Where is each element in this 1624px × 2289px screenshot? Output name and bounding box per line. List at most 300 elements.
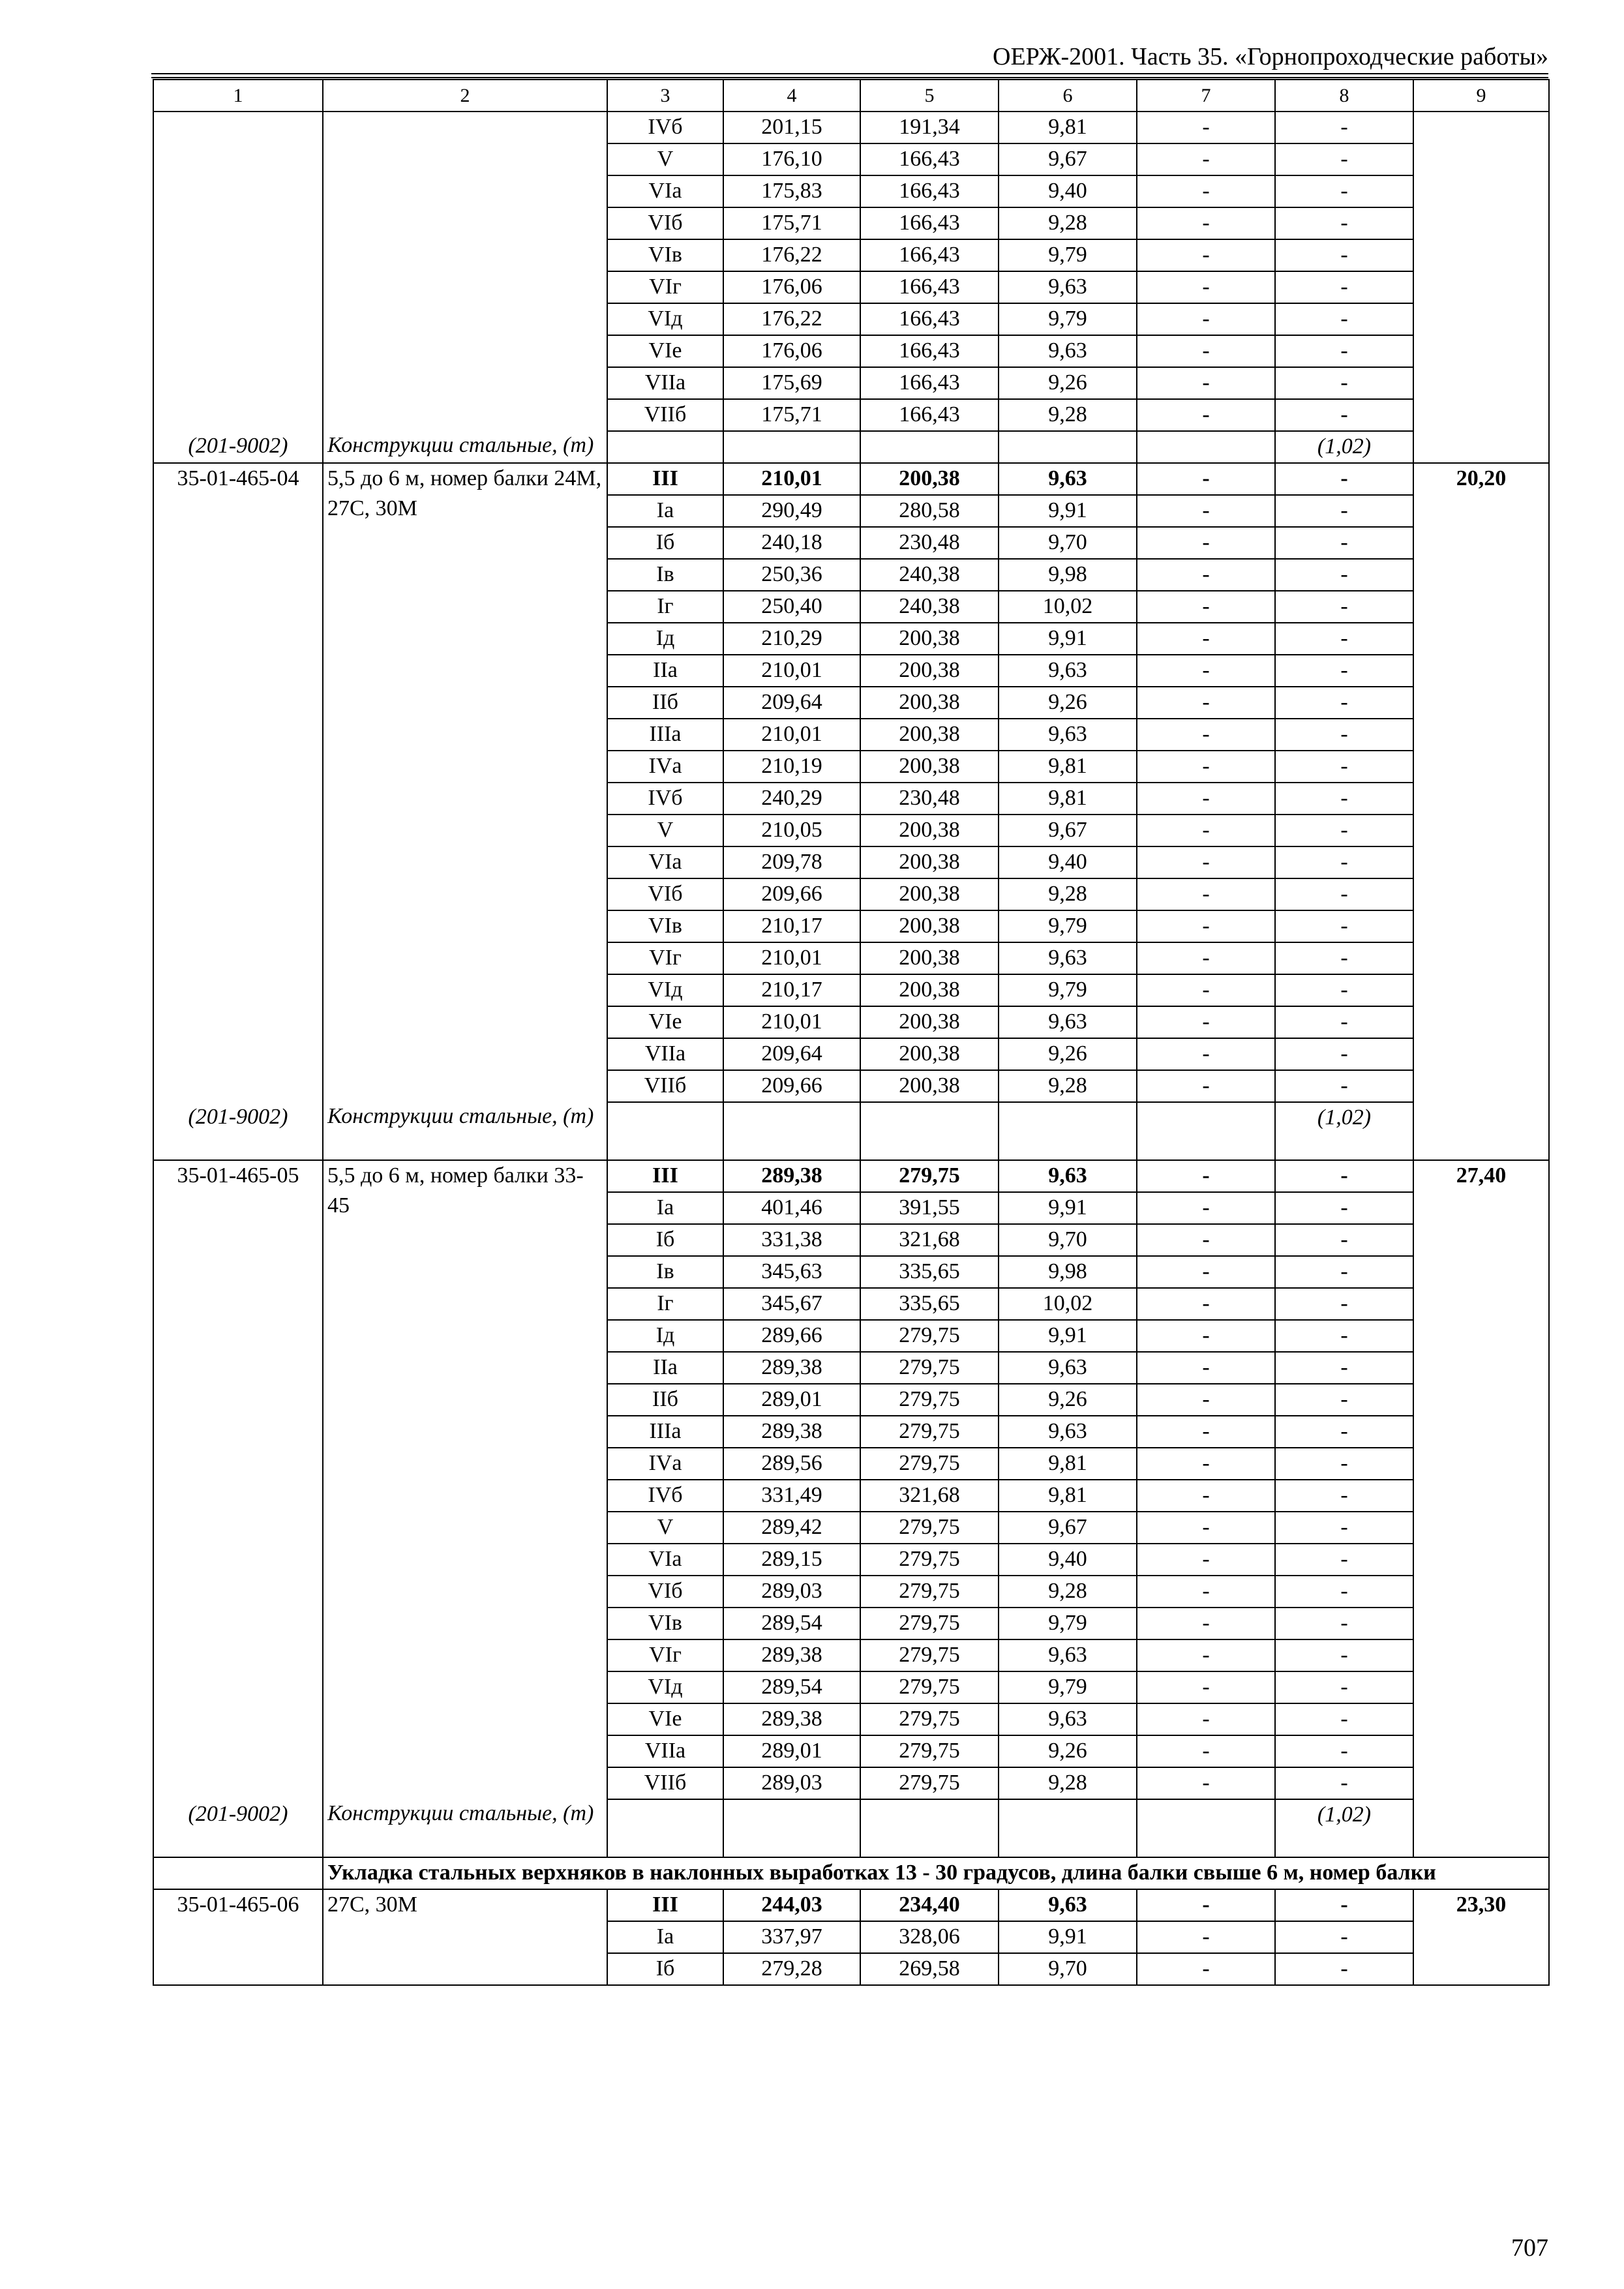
material-cell: - [1275, 112, 1413, 143]
zone-cell: VIIб [607, 1070, 723, 1102]
material-cell: - [1275, 1639, 1413, 1671]
material-cell: - [1275, 271, 1413, 303]
machine-cell: 9,81 [999, 112, 1137, 143]
wage-cell: 279,75 [860, 1576, 999, 1608]
material-coef-cell: (1,02) [1275, 1102, 1413, 1160]
material-cell: - [1275, 1006, 1413, 1038]
zone-cell: IVа [607, 751, 723, 783]
item-name-cell [323, 112, 607, 431]
zone-cell: VIIа [607, 367, 723, 399]
machine-cell: 9,63 [999, 1352, 1137, 1384]
zone-cell: VIг [607, 1639, 723, 1671]
table-row [153, 112, 1549, 143]
total-cost-cell: 210,01 [723, 655, 860, 687]
machine-cell: 9,81 [999, 783, 1137, 815]
zone-cell: Iб [607, 1953, 723, 1985]
wage-cell: 279,75 [860, 1320, 999, 1352]
empty-cell [153, 1857, 323, 1889]
machine-cell: 9,67 [999, 143, 1137, 175]
wage-cell: 200,38 [860, 878, 999, 910]
machine-cell: 9,79 [999, 974, 1137, 1006]
machine-cell: 9,81 [999, 1480, 1137, 1512]
zone-cell: Iб [607, 527, 723, 559]
column-number: 2 [323, 80, 607, 112]
machine-cell: 9,28 [999, 399, 1137, 431]
machinist-wage-cell: - [1137, 1160, 1275, 1192]
section-title: Укладка стальных верхняков в наклонных выработках 13 - 30 градусов, длина балки свыше 6 м, номер балки [323, 1857, 1549, 1889]
machinist-wage-cell: - [1137, 1448, 1275, 1480]
machine-cell: 9,63 [999, 271, 1137, 303]
machine-cell: 9,81 [999, 1448, 1137, 1480]
machine-cell: 9,98 [999, 559, 1137, 591]
wage-cell: 234,40 [860, 1889, 999, 1921]
material-cell: - [1275, 1544, 1413, 1576]
zone-cell: V [607, 143, 723, 175]
material-cell: - [1275, 1416, 1413, 1448]
zone-cell: VIв [607, 239, 723, 271]
machinist-wage-cell: - [1137, 751, 1275, 783]
machine-cell: 9,63 [999, 655, 1137, 687]
machine-cell: 9,79 [999, 1608, 1137, 1639]
material-cell: - [1275, 910, 1413, 942]
machine-cell: 9,79 [999, 239, 1137, 271]
wage-cell: 166,43 [860, 335, 999, 367]
material-cell: - [1275, 303, 1413, 335]
material-cell: - [1275, 1352, 1413, 1384]
wage-cell: 200,38 [860, 942, 999, 974]
machinist-wage-cell: - [1137, 719, 1275, 751]
total-cost-cell: 210,01 [723, 942, 860, 974]
material-cell: - [1275, 495, 1413, 527]
zone-cell: VIа [607, 175, 723, 207]
machine-cell: 9,63 [999, 1006, 1137, 1038]
empty-cell [1137, 431, 1275, 463]
item-code-cell: 35-01-465-06 [153, 1889, 323, 1985]
total-cost-cell: 290,49 [723, 495, 860, 527]
machine-cell: 9,63 [999, 1160, 1137, 1192]
machine-cell: 9,91 [999, 623, 1137, 655]
total-cost-cell: 210,05 [723, 815, 860, 846]
machine-cell: 10,02 [999, 1288, 1137, 1320]
zone-cell: IIIа [607, 719, 723, 751]
wage-cell: 200,38 [860, 974, 999, 1006]
material-cell: - [1275, 1735, 1413, 1767]
machinist-wage-cell: - [1137, 942, 1275, 974]
material-cell: - [1275, 559, 1413, 591]
total-cost-cell: 201,15 [723, 112, 860, 143]
machinist-wage-cell: - [1137, 687, 1275, 719]
machine-cell: 9,63 [999, 942, 1137, 974]
machinist-wage-cell: - [1137, 1735, 1275, 1767]
wage-cell: 279,75 [860, 1735, 999, 1767]
material-code-cell: (201-9002) [153, 1799, 323, 1857]
zone-cell: VIв [607, 1608, 723, 1639]
material-cell: - [1275, 1448, 1413, 1480]
machine-cell: 9,28 [999, 1576, 1137, 1608]
zone-cell: VIг [607, 942, 723, 974]
zone-cell: VIе [607, 335, 723, 367]
wage-cell: 321,68 [860, 1480, 999, 1512]
empty-cell [723, 1799, 860, 1857]
total-cost-cell: 289,66 [723, 1320, 860, 1352]
empty-cell [1137, 1102, 1275, 1160]
zone-cell: VIв [607, 910, 723, 942]
machine-cell: 9,63 [999, 719, 1137, 751]
material-cell: - [1275, 1608, 1413, 1639]
labor-cost-cell: 27,40 [1413, 1160, 1549, 1857]
item-code-cell: 35-01-465-04 [153, 463, 323, 1102]
wage-cell: 230,48 [860, 783, 999, 815]
material-cell: - [1275, 719, 1413, 751]
wage-cell: 230,48 [860, 527, 999, 559]
zone-cell: Iг [607, 1288, 723, 1320]
wage-cell: 391,55 [860, 1192, 999, 1224]
total-cost-cell: 289,38 [723, 1160, 860, 1192]
wage-cell: 200,38 [860, 719, 999, 751]
material-cell: - [1275, 623, 1413, 655]
zone-cell: IVб [607, 112, 723, 143]
wage-cell: 166,43 [860, 303, 999, 335]
material-cell: - [1275, 783, 1413, 815]
machine-cell: 9,63 [999, 463, 1137, 495]
zone-cell: III [607, 1889, 723, 1921]
machinist-wage-cell: - [1137, 1256, 1275, 1288]
material-name-cell: Конструкции стальные, (т) [323, 1799, 607, 1857]
material-code-cell: (201-9002) [153, 1102, 323, 1160]
zone-cell: Iв [607, 559, 723, 591]
zone-cell: IIб [607, 1384, 723, 1416]
total-cost-cell: 176,06 [723, 271, 860, 303]
machinist-wage-cell: - [1137, 783, 1275, 815]
total-cost-cell: 289,54 [723, 1608, 860, 1639]
machine-cell: 9,79 [999, 303, 1137, 335]
machinist-wage-cell: - [1137, 1671, 1275, 1703]
machinist-wage-cell: - [1137, 1512, 1275, 1544]
total-cost-cell: 240,18 [723, 527, 860, 559]
section-title-row [153, 1857, 1549, 1889]
machine-cell: 9,91 [999, 495, 1137, 527]
machine-cell: 9,28 [999, 1767, 1137, 1799]
material-cell: - [1275, 1889, 1413, 1921]
total-cost-cell: 210,19 [723, 751, 860, 783]
material-cell: - [1275, 399, 1413, 431]
machine-cell: 9,79 [999, 910, 1137, 942]
machinist-wage-cell: - [1137, 1192, 1275, 1224]
table-row [153, 1889, 1549, 1921]
machinist-wage-cell: - [1137, 1953, 1275, 1985]
machinist-wage-cell: - [1137, 399, 1275, 431]
machinist-wage-cell: - [1137, 1576, 1275, 1608]
empty-cell [607, 1799, 723, 1857]
machine-cell: 9,40 [999, 175, 1137, 207]
price-table-body [153, 80, 1549, 1985]
machine-cell: 9,81 [999, 751, 1137, 783]
material-cell: - [1275, 367, 1413, 399]
wage-cell: 200,38 [860, 846, 999, 878]
column-number: 9 [1413, 80, 1549, 112]
total-cost-cell: 240,29 [723, 783, 860, 815]
material-coef-cell: (1,02) [1275, 1799, 1413, 1857]
material-cell: - [1275, 846, 1413, 878]
zone-cell: Iв [607, 1256, 723, 1288]
material-cell: - [1275, 1921, 1413, 1953]
wage-cell: 279,75 [860, 1416, 999, 1448]
material-cell: - [1275, 1671, 1413, 1703]
machine-cell: 9,26 [999, 1735, 1137, 1767]
machine-cell: 9,40 [999, 846, 1137, 878]
machine-cell: 9,70 [999, 1224, 1137, 1256]
material-cell: - [1275, 655, 1413, 687]
machinist-wage-cell: - [1137, 1639, 1275, 1671]
wage-cell: 269,58 [860, 1953, 999, 1985]
material-cell: - [1275, 175, 1413, 207]
machine-cell: 9,67 [999, 1512, 1137, 1544]
machinist-wage-cell: - [1137, 1320, 1275, 1352]
material-cell: - [1275, 1160, 1413, 1192]
machine-cell: 9,70 [999, 1953, 1137, 1985]
wage-cell: 200,38 [860, 687, 999, 719]
material-cell: - [1275, 1512, 1413, 1544]
material-cell: - [1275, 335, 1413, 367]
total-cost-cell: 289,03 [723, 1767, 860, 1799]
machinist-wage-cell: - [1137, 559, 1275, 591]
machine-cell: 9,91 [999, 1320, 1137, 1352]
machine-cell: 9,28 [999, 1070, 1137, 1102]
material-coef-cell: (1,02) [1275, 431, 1413, 463]
header-rule [151, 73, 1548, 74]
machine-cell: 9,63 [999, 335, 1137, 367]
machinist-wage-cell: - [1137, 1006, 1275, 1038]
column-number: 3 [607, 80, 723, 112]
zone-cell: VIб [607, 878, 723, 910]
machinist-wage-cell: - [1137, 1703, 1275, 1735]
machinist-wage-cell: - [1137, 878, 1275, 910]
total-cost-cell: 175,69 [723, 367, 860, 399]
total-cost-cell: 289,38 [723, 1352, 860, 1384]
wage-cell: 279,75 [860, 1160, 999, 1192]
total-cost-cell: 210,01 [723, 1006, 860, 1038]
column-number: 4 [723, 80, 860, 112]
material-row [153, 431, 1549, 463]
total-cost-cell: 345,63 [723, 1256, 860, 1288]
wage-cell: 279,75 [860, 1608, 999, 1639]
wage-cell: 200,38 [860, 751, 999, 783]
material-cell: - [1275, 878, 1413, 910]
machine-cell: 9,63 [999, 1889, 1137, 1921]
empty-cell [723, 431, 860, 463]
zone-cell: V [607, 815, 723, 846]
wage-cell: 240,38 [860, 591, 999, 623]
price-table [153, 79, 1550, 1986]
zone-cell: III [607, 463, 723, 495]
material-cell: - [1275, 207, 1413, 239]
machine-cell: 9,26 [999, 687, 1137, 719]
machinist-wage-cell: - [1137, 1038, 1275, 1070]
machinist-wage-cell: - [1137, 1480, 1275, 1512]
material-cell: - [1275, 1576, 1413, 1608]
zone-cell: IIб [607, 687, 723, 719]
wage-cell: 166,43 [860, 207, 999, 239]
total-cost-cell: 337,97 [723, 1921, 860, 1953]
zone-cell: IIа [607, 655, 723, 687]
wage-cell: 279,75 [860, 1384, 999, 1416]
zone-cell: IVа [607, 1448, 723, 1480]
wage-cell: 321,68 [860, 1224, 999, 1256]
empty-cell [999, 1799, 1137, 1857]
column-number: 6 [999, 80, 1137, 112]
empty-cell [860, 1799, 999, 1857]
material-cell: - [1275, 1288, 1413, 1320]
total-cost-cell: 210,01 [723, 719, 860, 751]
zone-cell: VIIб [607, 1767, 723, 1799]
machinist-wage-cell: - [1137, 207, 1275, 239]
material-cell: - [1275, 1480, 1413, 1512]
machinist-wage-cell: - [1137, 527, 1275, 559]
total-cost-cell: 175,71 [723, 399, 860, 431]
wage-cell: 166,43 [860, 367, 999, 399]
machine-cell: 9,26 [999, 367, 1137, 399]
machinist-wage-cell: - [1137, 1224, 1275, 1256]
zone-cell: VIIа [607, 1735, 723, 1767]
zone-cell: VIIб [607, 399, 723, 431]
total-cost-cell: 176,06 [723, 335, 860, 367]
labor-cost-cell [1413, 112, 1549, 463]
item-code-cell [153, 112, 323, 431]
total-cost-cell: 289,03 [723, 1576, 860, 1608]
zone-cell: IIа [607, 1352, 723, 1384]
material-cell: - [1275, 974, 1413, 1006]
machine-cell: 9,98 [999, 1256, 1137, 1288]
empty-cell [1137, 1799, 1275, 1857]
total-cost-cell: 289,15 [723, 1544, 860, 1576]
zone-cell: VIе [607, 1006, 723, 1038]
zone-cell: III [607, 1160, 723, 1192]
total-cost-cell: 250,40 [723, 591, 860, 623]
item-code-cell: 35-01-465-05 [153, 1160, 323, 1799]
machinist-wage-cell: - [1137, 1544, 1275, 1576]
machinist-wage-cell: - [1137, 1767, 1275, 1799]
zone-cell: Iд [607, 1320, 723, 1352]
machine-cell: 9,26 [999, 1038, 1137, 1070]
total-cost-cell: 176,22 [723, 239, 860, 271]
machinist-wage-cell: - [1137, 143, 1275, 175]
total-cost-cell: 209,66 [723, 1070, 860, 1102]
total-cost-cell: 209,64 [723, 687, 860, 719]
machinist-wage-cell: - [1137, 175, 1275, 207]
labor-cost-cell: 20,20 [1413, 463, 1549, 1160]
total-cost-cell: 209,66 [723, 878, 860, 910]
wage-cell: 200,38 [860, 1006, 999, 1038]
machinist-wage-cell: - [1137, 303, 1275, 335]
total-cost-cell: 345,67 [723, 1288, 860, 1320]
machinist-wage-cell: - [1137, 1921, 1275, 1953]
total-cost-cell: 289,56 [723, 1448, 860, 1480]
machinist-wage-cell: - [1137, 335, 1275, 367]
total-cost-cell: 175,83 [723, 175, 860, 207]
material-cell: - [1275, 463, 1413, 495]
column-number: 7 [1137, 80, 1275, 112]
material-cell: - [1275, 1256, 1413, 1288]
zone-cell: VIд [607, 303, 723, 335]
material-cell: - [1275, 591, 1413, 623]
running-header: ОЕРЖ-2001. Часть 35. «Горнопроходческие работы» [993, 43, 1548, 70]
total-cost-cell: 401,46 [723, 1192, 860, 1224]
total-cost-cell: 250,36 [723, 559, 860, 591]
item-name-cell: 5,5 до 6 м, номер балки 33-45 [323, 1160, 607, 1799]
machinist-wage-cell: - [1137, 815, 1275, 846]
machinist-wage-cell: - [1137, 495, 1275, 527]
material-row [153, 1799, 1549, 1857]
empty-cell [723, 1102, 860, 1160]
material-cell: - [1275, 1384, 1413, 1416]
machine-cell: 9,40 [999, 1544, 1137, 1576]
machine-cell: 9,91 [999, 1192, 1137, 1224]
wage-cell: 335,65 [860, 1288, 999, 1320]
zone-cell: VIа [607, 846, 723, 878]
total-cost-cell: 176,10 [723, 143, 860, 175]
total-cost-cell: 209,64 [723, 1038, 860, 1070]
wage-cell: 200,38 [860, 623, 999, 655]
wage-cell: 166,43 [860, 143, 999, 175]
machine-cell: 9,26 [999, 1384, 1137, 1416]
wage-cell: 279,75 [860, 1703, 999, 1735]
machinist-wage-cell: - [1137, 1608, 1275, 1639]
total-cost-cell: 289,38 [723, 1703, 860, 1735]
total-cost-cell: 289,42 [723, 1512, 860, 1544]
total-cost-cell: 331,38 [723, 1224, 860, 1256]
material-cell: - [1275, 1038, 1413, 1070]
wage-cell: 279,75 [860, 1352, 999, 1384]
zone-cell: V [607, 1512, 723, 1544]
total-cost-cell: 210,29 [723, 623, 860, 655]
material-cell: - [1275, 1224, 1413, 1256]
wage-cell: 328,06 [860, 1921, 999, 1953]
machinist-wage-cell: - [1137, 463, 1275, 495]
machinist-wage-cell: - [1137, 1352, 1275, 1384]
total-cost-cell: 279,28 [723, 1953, 860, 1985]
machine-cell: 9,79 [999, 1671, 1137, 1703]
wage-cell: 280,58 [860, 495, 999, 527]
material-name-cell: Конструкции стальные, (т) [323, 431, 607, 463]
zone-cell: VIб [607, 1576, 723, 1608]
machine-cell: 9,70 [999, 527, 1137, 559]
empty-cell [607, 431, 723, 463]
wage-cell: 166,43 [860, 239, 999, 271]
wage-cell: 200,38 [860, 910, 999, 942]
zone-cell: Iг [607, 591, 723, 623]
machine-cell: 9,91 [999, 1921, 1137, 1953]
wage-cell: 200,38 [860, 1038, 999, 1070]
total-cost-cell: 244,03 [723, 1889, 860, 1921]
machine-cell: 9,63 [999, 1639, 1137, 1671]
total-cost-cell: 289,01 [723, 1735, 860, 1767]
wage-cell: 240,38 [860, 559, 999, 591]
zone-cell: IIIа [607, 1416, 723, 1448]
total-cost-cell: 331,49 [723, 1480, 860, 1512]
machinist-wage-cell: - [1137, 1070, 1275, 1102]
zone-cell: Iб [607, 1224, 723, 1256]
machine-cell: 9,63 [999, 1703, 1137, 1735]
total-cost-cell: 210,17 [723, 974, 860, 1006]
machine-cell: 9,63 [999, 1416, 1137, 1448]
wage-cell: 335,65 [860, 1256, 999, 1288]
material-cell: - [1275, 687, 1413, 719]
item-name-cell: 27С, 30М [323, 1889, 607, 1985]
zone-cell: VIг [607, 271, 723, 303]
table-row [153, 463, 1549, 495]
machinist-wage-cell: - [1137, 239, 1275, 271]
material-row [153, 1102, 1549, 1160]
